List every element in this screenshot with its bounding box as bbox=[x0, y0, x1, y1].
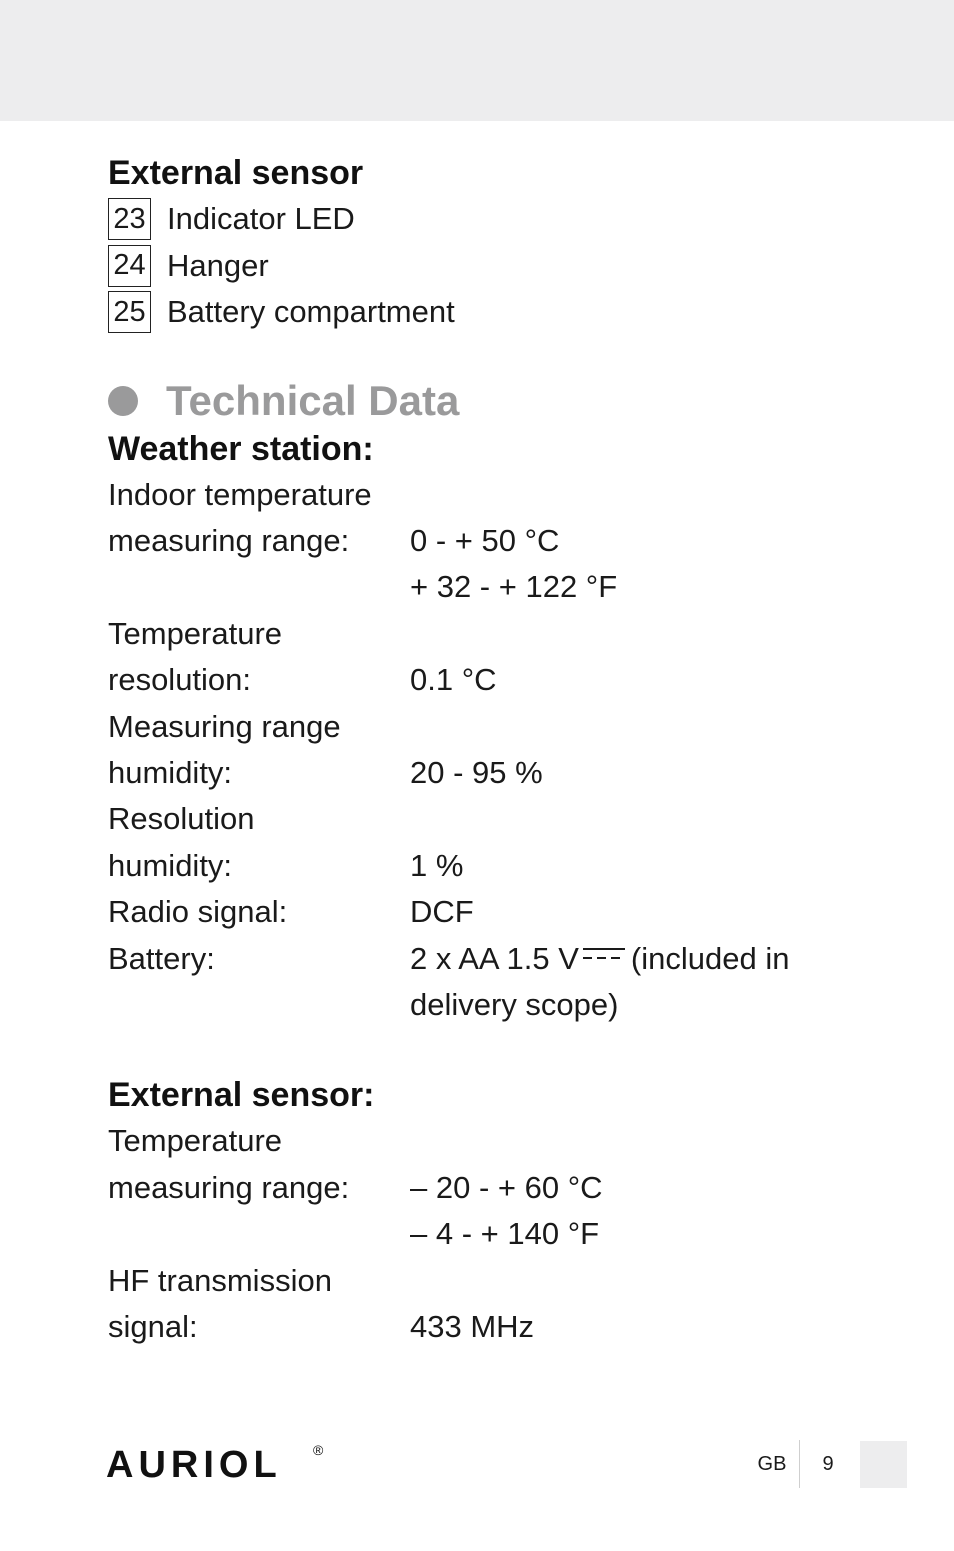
page-content bbox=[108, 150, 908, 1350]
external-sensor-spec-table bbox=[108, 1118, 908, 1350]
spec-value bbox=[410, 611, 908, 657]
spec-value: 0 - + 50 °C bbox=[410, 522, 560, 558]
spec-value: + 32 - + 122 °F bbox=[410, 569, 618, 605]
part-label: Hanger bbox=[167, 247, 269, 283]
auriol-logo bbox=[106, 1441, 336, 1481]
spec-value-battery-cont: delivery scope) bbox=[410, 986, 619, 1022]
part-item bbox=[108, 243, 908, 290]
page-number: 9 bbox=[822, 1452, 834, 1475]
weather-station-heading: Weather station: bbox=[108, 429, 374, 468]
part-label: Indicator LED bbox=[167, 201, 355, 237]
spec-label bbox=[108, 1211, 410, 1257]
spec-value bbox=[410, 796, 908, 842]
technical-data-title: Technical Data bbox=[166, 376, 460, 424]
external-sensor-spec-heading: External sensor: bbox=[108, 1076, 375, 1115]
part-item bbox=[108, 289, 908, 336]
part-number-badge: 24 bbox=[108, 245, 151, 287]
spec-label: measuring range: bbox=[108, 522, 350, 558]
battery-value-text: 2 x AA 1.5 V bbox=[410, 940, 579, 976]
part-label: Battery compartment bbox=[167, 294, 455, 330]
part-number-badge: 23 bbox=[108, 198, 151, 240]
spec-label bbox=[108, 564, 410, 610]
spec-value: 0.1 °C bbox=[410, 662, 497, 698]
part-item bbox=[108, 196, 908, 243]
spec-label: Temperature bbox=[108, 1123, 283, 1159]
header-band bbox=[0, 0, 954, 121]
spec-label: Radio signal: bbox=[108, 894, 288, 930]
spec-label: resolution: bbox=[108, 662, 252, 698]
spec-value: – 4 - + 140 °F bbox=[410, 1216, 600, 1252]
spec-label: Resolution bbox=[108, 801, 255, 837]
page-tab-marker bbox=[860, 1441, 907, 1488]
page-footer-info bbox=[745, 1440, 907, 1488]
brand-name: AURIOL bbox=[106, 1444, 282, 1481]
direct-current-symbol-icon bbox=[583, 946, 625, 962]
spec-label-battery: Battery: bbox=[108, 940, 215, 976]
spec-value: DCF bbox=[410, 894, 474, 930]
spec-value bbox=[410, 1258, 908, 1304]
technical-data-section-title bbox=[108, 376, 908, 426]
spec-label: measuring range: bbox=[108, 1169, 350, 1205]
spec-value: 433 MHz bbox=[410, 1309, 535, 1344]
spec-value bbox=[410, 704, 908, 750]
spec-value bbox=[410, 1118, 908, 1164]
spec-value: 20 - 95 % bbox=[410, 754, 543, 790]
spec-label: humidity: bbox=[108, 754, 233, 790]
spec-label: HF transmission bbox=[108, 1262, 332, 1298]
spec-label: Indoor temperature bbox=[108, 476, 372, 512]
spec-label: humidity: bbox=[108, 847, 233, 883]
spec-value bbox=[410, 472, 908, 518]
external-sensor-parts-heading: External sensor bbox=[108, 154, 364, 192]
spec-value: – 20 - + 60 °C bbox=[410, 1169, 603, 1205]
weather-station-spec-table bbox=[108, 472, 908, 1029]
spec-value-battery bbox=[410, 936, 908, 982]
spec-label: Temperature bbox=[108, 615, 283, 651]
registered-mark: ® bbox=[313, 1442, 324, 1458]
bullet-icon bbox=[108, 386, 138, 416]
language-code: GB bbox=[757, 1452, 787, 1475]
spec-value: 1 % bbox=[410, 847, 464, 883]
battery-value-note: (included in bbox=[630, 940, 790, 976]
spec-label: Measuring range bbox=[108, 708, 341, 744]
spec-label: signal: bbox=[108, 1309, 198, 1344]
part-number-badge: 25 bbox=[108, 291, 151, 333]
